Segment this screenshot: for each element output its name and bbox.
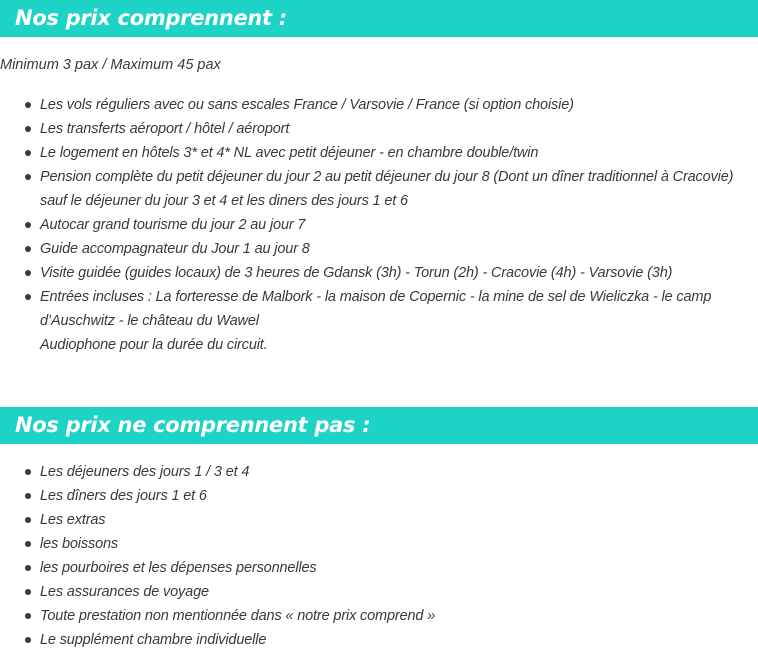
list-item: Les déjeuners des jours 1 / 3 et 4 (0, 460, 745, 484)
list-item: Le supplément chambre individuelle (0, 628, 745, 652)
list-item: Les vols réguliers avec ou sans escales France / Varsovie / France (si option choisie) (0, 93, 745, 117)
list-item: Le logement en hôtels 3* et 4* NL avec petit déjeuner - en chambre double/twin (0, 141, 745, 165)
list-item: Pension complète du petit déjeuner du jour 2 au petit déjeuner du jour 8 (Dont un dîner traditionnel à Cracovie) sauf le déjeuner du jour 3 et 4 et les diners des jours 1 et 6 (0, 165, 745, 213)
list-item (0, 285, 745, 357)
list-item: Les dîners des jours 1 et 6 (0, 484, 745, 508)
list-item: Guide accompagnateur du Jour 1 au jour 8 (0, 237, 745, 261)
excluded-list (0, 460, 745, 652)
group-size-note: Minimum 3 pax / Maximum 45 pax (0, 57, 221, 73)
list-item-text: Entrées incluses : La forteresse de Malbork - la maison de Copernic - la mine de sel de Wieliczka - le camp d’Auschwitz - le château du Wawel (40, 289, 712, 329)
list-item: Les transferts aéroport / hôtel / aéroport (0, 117, 745, 141)
list-item: Autocar grand tourisme du jour 2 au jour 7 (0, 213, 745, 237)
list-item: les boissons (0, 532, 745, 556)
included-list (0, 93, 745, 357)
list-item: les pourboires et les dépenses personnelles (0, 556, 745, 580)
section-title-included: Nos prix comprennent : (0, 0, 758, 37)
list-item: Les assurances de voyage (0, 580, 745, 604)
list-item: Toute prestation non mentionnée dans « notre prix comprend » (0, 604, 745, 628)
list-item: Visite guidée (guides locaux) de 3 heures de Gdansk (3h) - Torun (2h) - Cracovie (4h) - Varsovie (3h) (0, 261, 745, 285)
audiophone-line: Audiophone pour la durée du circuit. (40, 337, 268, 353)
list-item: Les extras (0, 508, 745, 532)
section-title-excluded: Nos prix ne comprennent pas : (0, 407, 758, 444)
